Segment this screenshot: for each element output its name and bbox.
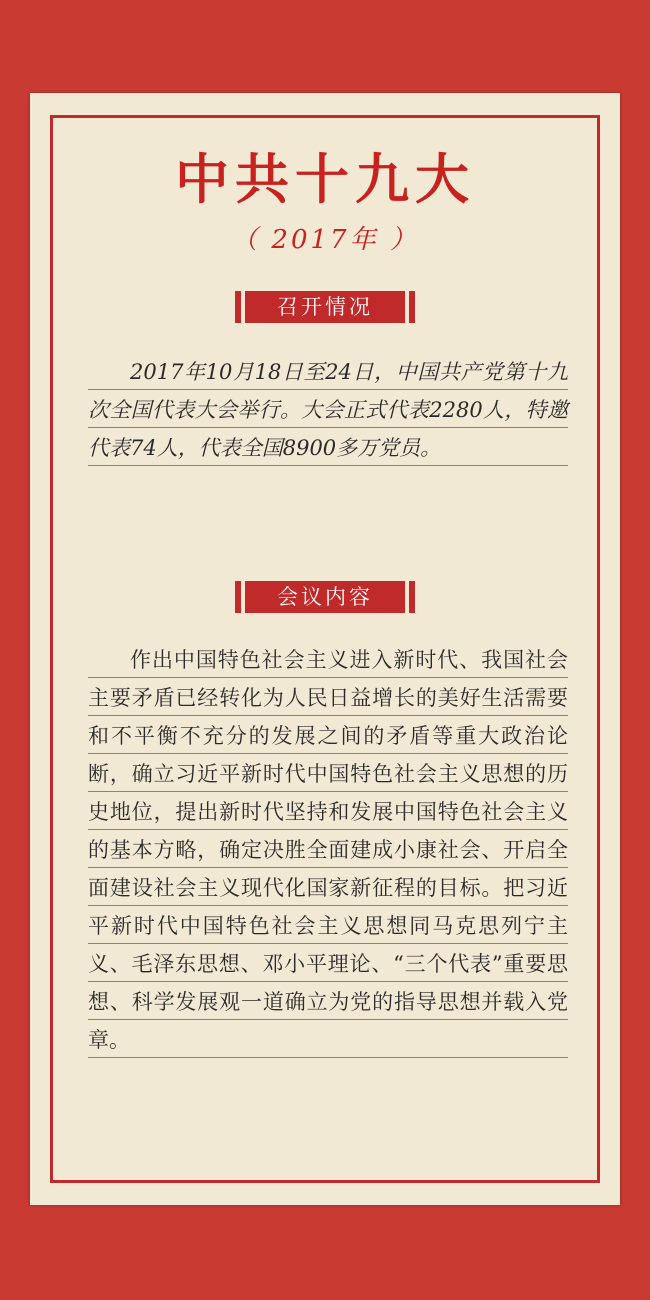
section-text-convening: 2017年10月18日至24日，中国共产党第十九次全国代表大会举行。大会正式代表2280人，特邀代表74人，代表全国8900多万党员。 [88, 353, 568, 467]
section-heading-label: 召开情况 [245, 291, 405, 323]
section-text-content: 作出中国特色社会主义进入新时代、我国社会主要矛盾已经转化为人民日益增长的美好生活需要和不平衡不充分的发展之间的矛盾等重大政治论断，确立习近平新时代中国特色社会主义思想的历史地位，提出新时代坚持和发展中国特色社会主义的基本方略，确定决胜全面建成小康社会、开启全面建设社会主义现代化国家新征程的目标。把习近平新时代中国特色社会主义思想同马克思列宁主义、毛泽东思想、邓小平理论、“三个代表”重要思想、科学发展观一道确立为党的指导思想并载入党章。 [88, 641, 568, 1059]
section-heading-content [235, 581, 415, 613]
section-heading-convening [235, 291, 415, 323]
heading-right-bar [409, 581, 415, 613]
section-heading-label: 会议内容 [245, 581, 405, 613]
page-title: 中共十九大 [175, 147, 475, 211]
heading-right-bar [409, 291, 415, 323]
paper-card [30, 93, 620, 1205]
year-subtitle: （ 2017年 ） [231, 225, 419, 255]
